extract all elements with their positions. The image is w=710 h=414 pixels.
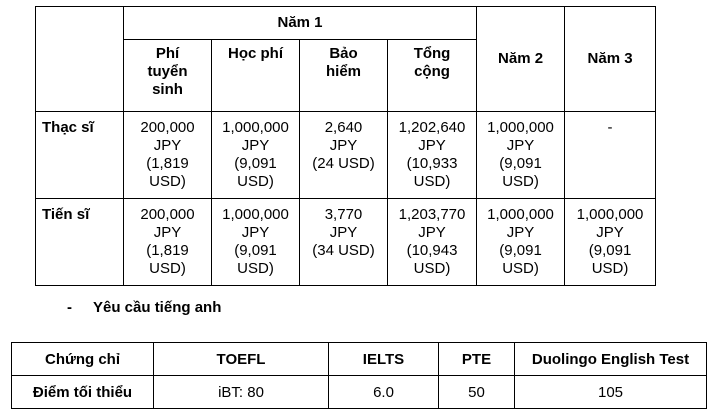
cell-line: USD) [502,173,539,190]
year2-header: Năm 2 [477,7,565,112]
cell-line: JPY [506,224,535,241]
cell-line: Phí [155,45,180,62]
cell-line: sinh [152,81,183,98]
cell-line: - [607,119,613,136]
cell-line: JPY [153,224,182,241]
cell-line: (9,091 [588,242,632,259]
cell-line: JPY [241,224,270,241]
insurance-cell [300,199,388,286]
ielts-header: IELTS [329,343,439,376]
english-requirements-heading [67,299,221,316]
cell-line: 1,000,000 [222,119,289,136]
cell-line: USD) [502,260,539,277]
cell-line: JPY [418,224,446,241]
pte-header: PTE [439,343,515,376]
cell-line: hiểm [325,63,361,80]
tuition-header [212,40,300,112]
cell-line: USD) [149,260,186,277]
table-header-row [12,343,707,376]
minimum-score-label: Điểm tối thiểu [12,376,154,409]
table-row [36,199,656,286]
row-label-masters: Thạc sĩ [36,112,124,199]
toefl-score: iBT: 80 [154,376,329,409]
year3-cell [565,112,656,199]
cell-line: 1,203,770 [398,206,466,223]
empty-corner-cell [36,7,124,112]
cell-line: USD) [237,260,274,277]
cell-line: USD) [149,173,186,190]
cell-line: 200,000 [140,119,195,136]
cell-line: USD) [413,260,451,277]
cell-line: Tổng [413,45,451,62]
year1-header: Năm 1 [124,7,477,40]
cell-line: JPY [506,137,535,154]
cell-line: JPY [241,137,270,154]
year3-cell [565,199,656,286]
cell-line: 1,202,640 [398,119,466,136]
year2-cell [477,199,565,286]
admission-fee-cell [124,112,212,199]
total-cell [388,199,477,286]
cell-line: JPY [596,224,624,241]
cell-line: (24 USD) [312,155,375,172]
duolingo-score: 105 [515,376,707,409]
cell-line: 2,640 [324,119,363,136]
admission-fee-cell [124,199,212,286]
cell-line: USD) [237,173,274,190]
cell-line: 1,000,000 [576,206,644,223]
cell-line: 200,000 [140,206,195,223]
table-row [36,112,656,199]
cell-line: JPY [153,137,182,154]
tuition-cell [212,112,300,199]
cell-line: 1,000,000 [487,119,554,136]
cell-line: (9,091 [499,242,542,259]
certificate-header: Chứng chỉ [12,343,154,376]
cell-line: (9,091 [234,242,277,259]
cell-line: tuyển [147,63,188,80]
cell-line: (9,091 [234,155,277,172]
duolingo-header: Duolingo English Test [515,343,707,376]
pte-score: 50 [439,376,515,409]
tuition-cell [212,199,300,286]
insurance-header [300,40,388,112]
insurance-cell [300,112,388,199]
cell-line: USD) [413,173,451,190]
bullet-dash: - [67,299,72,316]
cell-line: (1,819 [146,242,189,259]
cell-line: (9,091 [499,155,542,172]
cell-line: 1,000,000 [222,206,289,223]
row-label-doctorate: Tiến sĩ [36,199,124,286]
cell-line: Học phí [228,45,283,62]
cell-line: Bảo [329,45,358,62]
english-requirements-table [11,342,707,409]
cell-line: cộng [414,63,450,80]
total-cell [388,112,477,199]
cell-line: (10,933 [406,155,458,172]
cell-line: (10,943 [406,242,458,259]
cell-line: JPY [418,137,446,154]
cell-line: (34 USD) [312,242,375,259]
table-row [12,376,707,409]
cell-line: 3,770 [324,206,363,223]
cell-line: (1,819 [146,155,189,172]
english-requirements-title: Yêu cầu tiếng anh [93,299,222,316]
admission-fee-header [124,40,212,112]
cell-line: JPY [329,137,358,154]
tuition-fee-table [35,6,656,286]
year3-header: Năm 3 [565,7,656,112]
total-header [388,40,477,112]
toefl-header: TOEFL [154,343,329,376]
cell-line: USD) [591,260,629,277]
cell-line: 1,000,000 [487,206,554,223]
cell-line: JPY [329,224,358,241]
year2-cell [477,112,565,199]
ielts-score: 6.0 [329,376,439,409]
